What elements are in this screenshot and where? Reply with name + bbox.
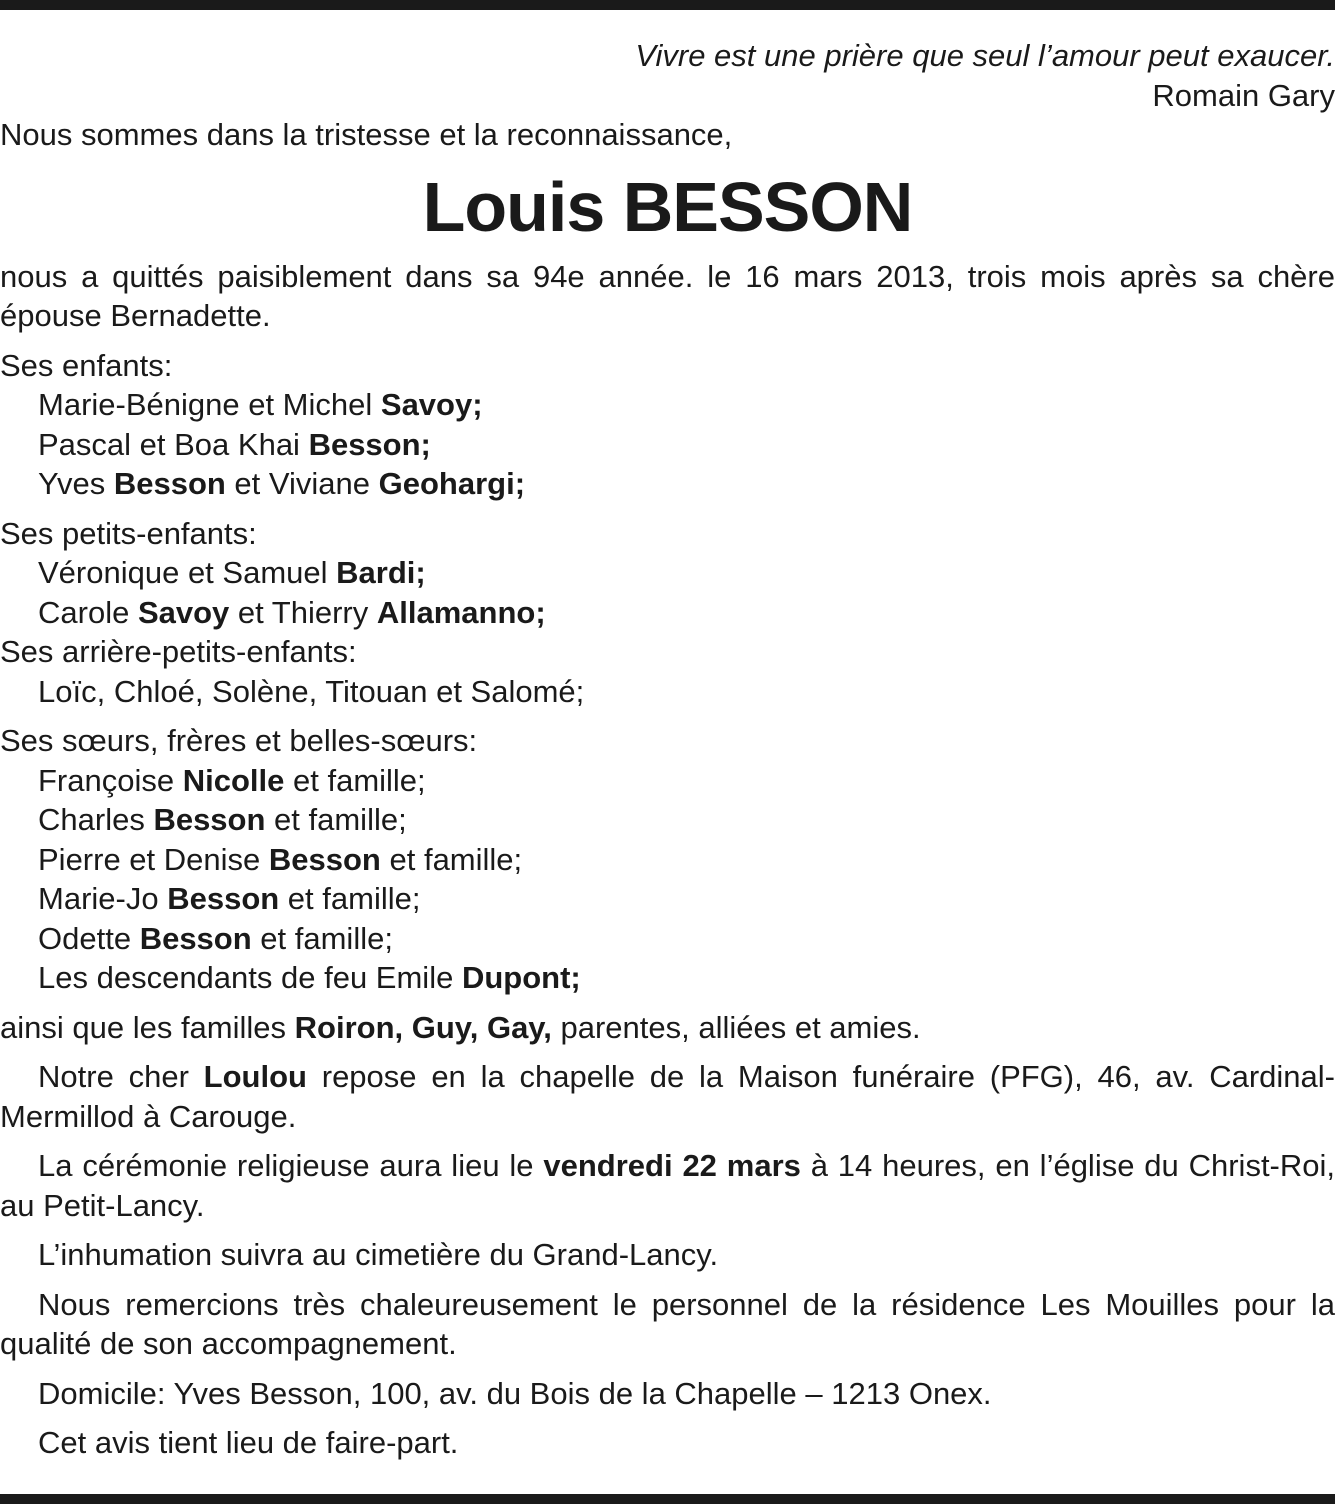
list-item xyxy=(38,464,1335,504)
text-run: Cet avis tient lieu de faire-part. xyxy=(38,1425,459,1460)
list-item xyxy=(38,840,1335,880)
text-run: Pascal et Boa Khai xyxy=(38,426,309,462)
text-run: et famille; xyxy=(265,802,407,837)
text-run: ainsi que les familles xyxy=(0,1009,295,1045)
children-heading: Ses enfants: xyxy=(0,347,173,383)
list-item xyxy=(38,593,1335,633)
surname-text: Besson; xyxy=(308,426,431,462)
list-item xyxy=(38,385,1335,425)
text-run: Nous remercions très chaleureusement le personnel de la résidence Les Mouilles pour la qualité de son accompagnement. xyxy=(0,1286,1335,1361)
text-run: et famille; xyxy=(279,881,421,916)
text-run: parentes, alliées et amies. xyxy=(551,1009,921,1045)
list-item xyxy=(38,800,1335,840)
text-run: à 14 heures, en l’église du Christ-Roi, au Petit-Lancy. xyxy=(0,1148,1335,1223)
text-run: Véronique et Samuel xyxy=(38,555,337,590)
epigraph-quote: Vivre est une prière que seul l’amour peut exaucer. xyxy=(635,38,1335,73)
families-line xyxy=(0,1008,1335,1048)
great-grandchildren-section xyxy=(0,632,1335,711)
list-item xyxy=(38,761,1335,801)
list-item xyxy=(38,672,1335,712)
epigraph-author: Romain Gary xyxy=(1152,77,1335,113)
notice-paragraph xyxy=(0,1146,1335,1225)
surname-text: Dupont; xyxy=(461,960,581,995)
text-run: et famille; xyxy=(380,841,523,877)
surname-text: Loulou xyxy=(203,1059,307,1094)
text-run: repose en la chapelle de la Maison funéraire (PFG), 46, av. Cardinal-Mermillod à Carouge. xyxy=(0,1059,1335,1134)
notice-paragraph xyxy=(0,1423,1335,1463)
text-run: Odette xyxy=(38,920,140,956)
surname-text: Besson xyxy=(113,466,226,501)
text-run: et Thierry xyxy=(229,594,377,630)
text-run: Les descendants de feu Emile xyxy=(38,960,462,995)
list-item xyxy=(38,425,1335,465)
text-run: Charles xyxy=(38,802,154,837)
grandchildren-section xyxy=(0,514,1335,633)
great-grandchildren-heading: Ses arrière-petits-enfants: xyxy=(0,634,357,669)
text-run: Notre cher xyxy=(38,1059,204,1094)
intro-line: Nous sommes dans la tristesse et la reconnaissance, xyxy=(0,117,733,152)
notice-paragraph xyxy=(0,1057,1335,1136)
text-run: Domicile: Yves Besson, 100, av. du Bois de la Chapelle – 1213 Onex. xyxy=(38,1375,992,1411)
surname-text: Roiron, Guy, Gay, xyxy=(294,1009,552,1045)
surname-text: Besson xyxy=(153,802,266,837)
surname-text: Besson xyxy=(139,920,252,956)
surname-text: Savoy; xyxy=(380,387,483,422)
text-run: Loïc, Chloé, Solène, Titouan et Salomé; xyxy=(38,673,585,709)
great-grandchildren-list xyxy=(0,672,1335,712)
death-announcement: nous a quittés paisiblement dans sa 94e année. le 16 mars 2013, trois mois après sa chère épouse Bernadette. xyxy=(0,258,1335,333)
list-item xyxy=(38,958,1335,998)
surname-text: Allamanno; xyxy=(376,594,546,630)
surname-text: Nicolle xyxy=(182,762,285,798)
text-run: Marie-Bénigne et Michel xyxy=(38,387,381,422)
text-run: et famille; xyxy=(251,920,393,956)
list-item xyxy=(38,879,1335,919)
siblings-section xyxy=(0,721,1335,998)
surname-text: Bardi; xyxy=(336,555,426,590)
text-run: Yves xyxy=(38,466,114,501)
text-run: Françoise xyxy=(38,762,183,798)
surname-text: Besson xyxy=(268,841,381,877)
bottom-rule xyxy=(0,1494,1335,1504)
text-run: et famille; xyxy=(284,762,426,798)
text-run: Carole xyxy=(38,594,138,630)
list-item xyxy=(38,919,1335,959)
text-run: Pierre et Denise xyxy=(38,841,269,877)
closing-paragraphs xyxy=(0,1057,1335,1463)
grandchildren-list xyxy=(0,553,1335,632)
surname-text: Savoy xyxy=(137,594,230,630)
death-notice xyxy=(0,36,1335,1463)
text-run: Marie-Jo xyxy=(38,881,168,916)
surname-text: Besson xyxy=(167,881,280,916)
children-section xyxy=(0,346,1335,504)
children-list xyxy=(0,385,1335,504)
deceased-name: Louis BESSON xyxy=(422,167,913,246)
notice-paragraph xyxy=(0,1374,1335,1414)
notice-paragraph xyxy=(0,1285,1335,1364)
top-rule xyxy=(0,0,1335,10)
text-run: et Viviane xyxy=(225,466,379,501)
text-run: L’inhumation suivra au cimetière du Grand-Lancy. xyxy=(38,1237,719,1272)
siblings-list xyxy=(0,761,1335,998)
grandchildren-heading: Ses petits-enfants: xyxy=(0,515,257,551)
siblings-heading: Ses sœurs, frères et belles-sœurs: xyxy=(0,723,478,758)
notice-paragraph xyxy=(0,1235,1335,1275)
text-run: La cérémonie religieuse aura lieu le xyxy=(38,1148,544,1183)
surname-text: vendredi 22 mars xyxy=(543,1148,801,1183)
list-item xyxy=(38,553,1335,593)
surname-text: Geohargi; xyxy=(378,466,526,501)
